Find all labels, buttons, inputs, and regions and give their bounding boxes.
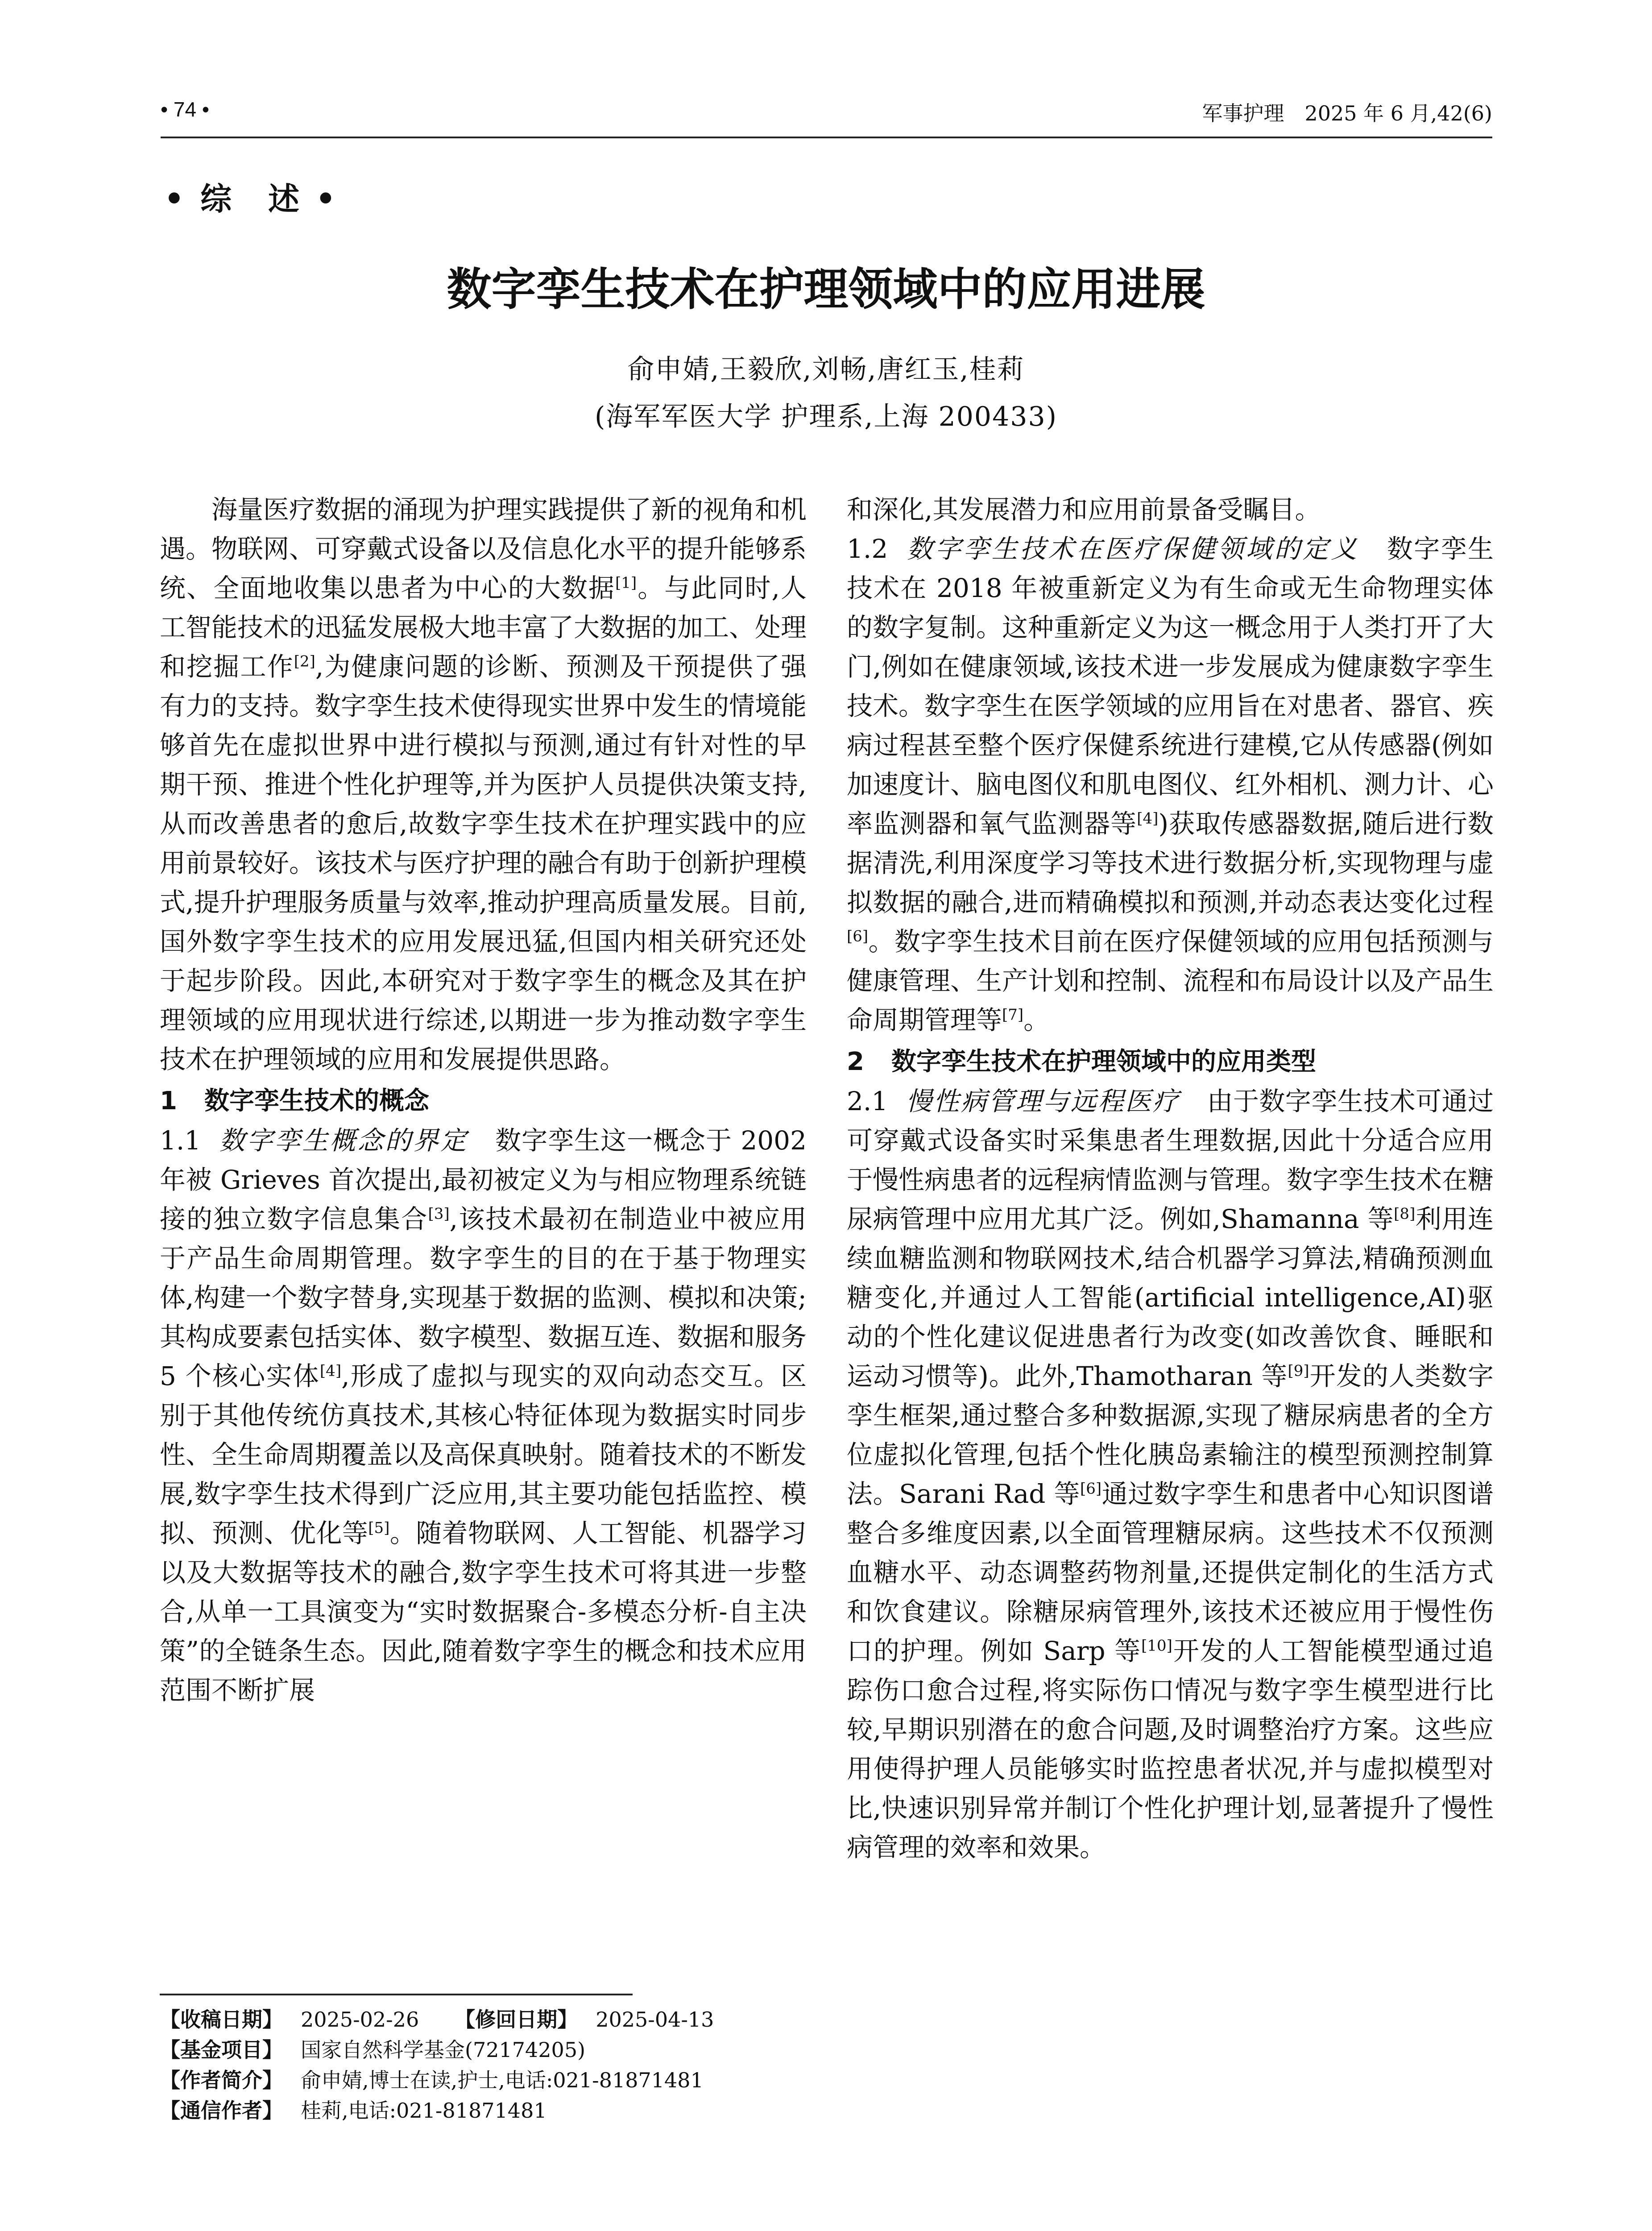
citation: [6] xyxy=(1080,1480,1102,1498)
subsection-title: 慢性病管理与远程医疗 xyxy=(906,1086,1180,1116)
footnote-fund: 【基金项目】 国家自然科学基金(72174205) xyxy=(160,2038,586,2062)
citation: [3] xyxy=(428,1205,450,1223)
affiliation: (海军军医大学 护理系,上海 200433) xyxy=(594,401,1058,432)
citation: [4] xyxy=(319,1362,342,1380)
journal-info: 军事护理 2025 年 6 月,42(6) xyxy=(1202,101,1492,125)
section-2-1-paragraph: 2.1 慢性病管理与远程医疗 由于数字孪生技术可通过可穿戴式设备实时采集患者生理数据,因此十分适合应用于慢性病患者的远程病情监测与管理。数字孪生技术在糖尿病管理中应用尤其广泛。例如,Shamanna 等[8]利用连续血糖监测和物联网技术,结合机器学习算法,精确预测血糖变化,并通过人工智能(artificial intelligence,AI)驱动的个性化建议促进患者行为改变(如改善饮食、睡眠和运动习惯等)。此外,Thamotharan 等[9]开发的人类数字孪生框架,通过整合多种数据源,实现了糖尿病患者的全方位虚拟化管理,包括个性化胰岛素输注的模型预测控制算法。Sarani Rad 等[6]通过数字孪生和患者中心知识图谱整合多维度因素,以全面管理糖尿病。这些技术不仅预测血糖水平、动态调整药物剂量,还提供定制化的生活方式和饮食建议。除糖尿病管理外,该技术还被应用于慢性伤口的护理。例如 Sarp 等[10]开发的人工智能模型通过追踪伤口愈合过程,将实际伤口情况与数字孪生模型进行比较,早期识别潜在的愈合问题,及时调整治疗方案。这些应用使得护理人员能够实时监控患者状况,并与虚拟模型对比,快速识别异常并制订个性化护理计划,显著提升了慢性病管理的效率和效果。 xyxy=(847,1086,1494,1862)
article-title: 数字孪生技术在护理领域中的应用进展 xyxy=(447,263,1205,315)
section-heading-1: 1 数字孪生技术的概念 xyxy=(160,1086,429,1116)
citation: [8] xyxy=(1394,1205,1416,1223)
header-rule xyxy=(161,137,1492,138)
citation: [10] xyxy=(1141,1637,1172,1655)
citation: [5] xyxy=(368,1519,390,1537)
left-column xyxy=(160,490,807,1710)
citation: [7] xyxy=(1002,1006,1024,1024)
section-1-2-paragraph: 1.2 数字孪生技术在医疗保健领域的定义 数字孪生技术在 2018 年被重新定义为有生命或无生命物理实体的数字复制。这种重新定义为这一概念用于人类打开了大门,例如在健康领域,该技术进一步发展成为健康数字孪生技术。数字孪生在医学领域的应用旨在对患者、器官、疾病过程甚至整个医疗保健系统进行建模,它从传感器(例如加速度计、脑电图仪和肌电图仪、红外相机、测力计、心率监测器和氧气监测器等[4])获取传感器数据,随后进行数据清洗,利用深度学习等技术进行数据分析,实现物理与虚拟数据的融合,进而精确模拟和预测,并动态表达变化过程[6]。数字孪生技术目前在医疗保健领域的应用包括预测与健康管理、生产计划和控制、流程和布局设计以及产品生命周期管理等[7]。 xyxy=(847,534,1494,1035)
section-label: • 综 述 • xyxy=(164,181,339,217)
citation: [9] xyxy=(1288,1362,1309,1380)
footnote-rule xyxy=(160,1994,633,1995)
citation: [1] xyxy=(615,574,637,592)
right-column xyxy=(847,490,1494,1867)
subsection-title: 数字孪生概念的界定 xyxy=(219,1125,468,1156)
footnote-dates: 【收稿日期】 2025-02-26 【修回日期】 2025-04-13 xyxy=(160,2007,714,2032)
subsection-title: 数字孪生技术在医疗保健领域的定义 xyxy=(906,534,1359,564)
citation: [6] xyxy=(847,927,869,945)
intro-paragraph: 海量医疗数据的涌现为护理实践提供了新的视角和机遇。物联网、可穿戴式设备以及信息化水平的提升能够系统、全面地收集以患者为中心的大数据[1]。与此同时,人工智能技术的迅猛发展极大地丰富了大数据的加工、处理和挖掘工作[2],为健康问题的诊断、预测及干预提供了强有力的支持。数字孪生技术使得现实世界中发生的情境能够首先在虚拟世界中进行模拟与预测,通过有针对性的早期干预、推进个性化护理等,并为医护人员提供决策支持,从而改善患者的愈后,故数字孪生技术在护理实践中的应用前景较好。该技术与医疗护理的融合有助于创新护理模式,提升护理服务质量与效率,推动护理高质量发展。目前,国外数字孪生技术的应用发展迅猛,但国内相关研究还处于起步阶段。因此,本研究对于数字孪生的概念及其在护理领域的应用现状进行综述,以期进一步为推动数字孪生技术在护理领域的应用和发展提供思路。 xyxy=(160,494,807,1074)
citation: [2] xyxy=(294,652,315,671)
section-1-1-continuation: 和深化,其发展潜力和应用前景备受瞩目。 xyxy=(847,494,1321,525)
citation: [4] xyxy=(1137,809,1159,828)
page-number: • 74 • xyxy=(161,98,209,121)
footnote-author: 【作者简介】 俞申婧,博士在读,护士,电话:021-81871481 xyxy=(160,2068,704,2092)
footnote-correspondence: 【通信作者】 桂莉,电话:021-81871481 xyxy=(160,2098,547,2123)
section-heading-2: 2 数字孪生技术在护理领域中的应用类型 xyxy=(847,1047,1316,1076)
authors: 俞申婧,王毅欣,刘畅,唐红玉,桂莉 xyxy=(627,354,1025,385)
footnotes xyxy=(160,2004,829,2126)
section-1-1-paragraph: 1.1 数字孪生概念的界定 数字孪生这一概念于 2002 年被 Grieves 首次提出,最初被定义为与相应物理系统链接的独立数字信息集合[3],该技术最初在制造业中被应用于产品生命周期管理。数字孪生的目的在于基于物理实体,构建一个数字替身,实现基于数据的监测、模拟和决策;其构成要素包括实体、数字模型、数据互连、数据和服务 5 个核心实体[4],形成了虚拟与现实的双向动态交互。区别于其他传统仿真技术,其核心特征体现为数据实时同步性、全生命周期覆盖以及高保真映射。随着技术的不断发展,数字孪生技术得到广泛应用,其主要功能包括监控、模拟、预测、优化等[5]。随着物联网、人工智能、机器学习以及大数据等技术的融合,数字孪生技术可将其进一步整合,从单一工具演变为“实时数据聚合-多模态分析-自主决策”的全链条生态。因此,随着数字孪生的概念和技术应用范围不断扩展 xyxy=(160,1125,807,1705)
